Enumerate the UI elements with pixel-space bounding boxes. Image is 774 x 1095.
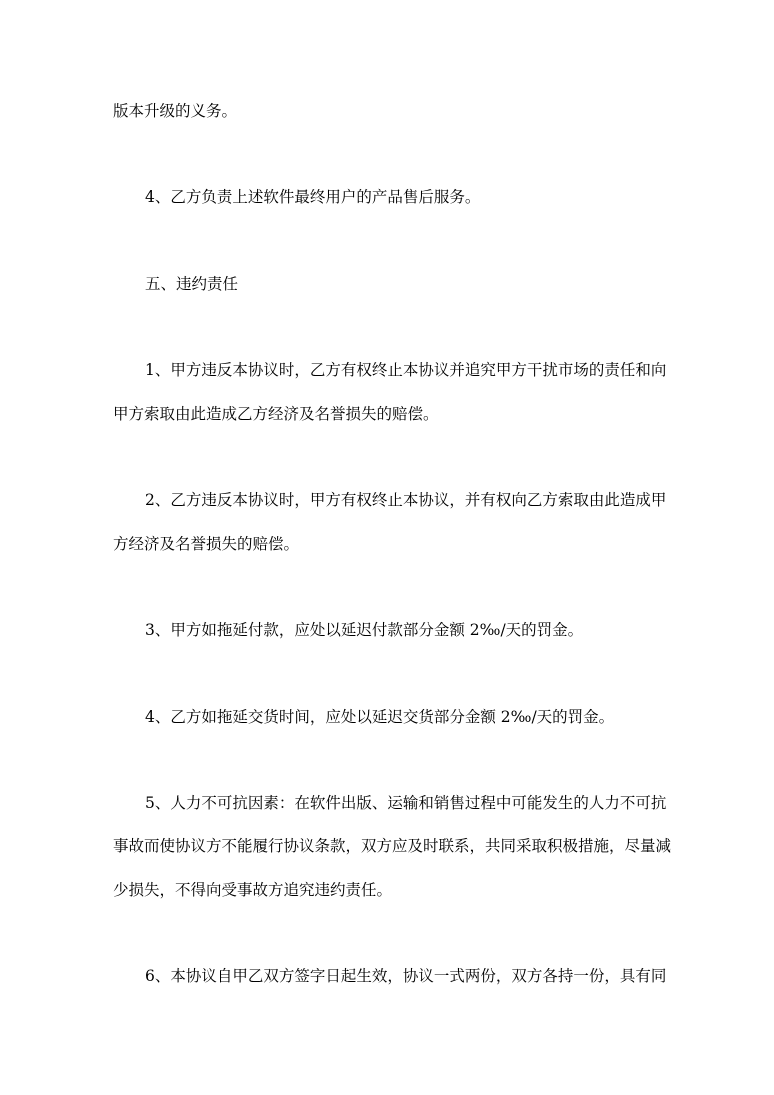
text-line-9: 4、乙方如拖延交货时间，应处以延迟交货部分金额 2‰/天的罚金。 (145, 708, 615, 726)
text-line-10: 5、人力不可抗因素：在软件出版、运输和销售过程中可能发生的人力不可抗 (145, 794, 667, 812)
text-line-2: 4、乙方负责上述软件最终用户的产品售后服务。 (145, 188, 481, 206)
section-heading: 五、违约责任 (145, 275, 239, 293)
text-line-6: 2、乙方违反本协议时，甲方有权终止本协议，并有权向乙方索取由此造成甲 (145, 491, 667, 509)
text-line-13: 6、本协议自甲乙双方签字日起生效，协议一式两份，双方各持一份，具有同 (145, 967, 667, 985)
text-line-12: 少损失，不得向受事故方追究违约责任。 (113, 881, 393, 899)
text-line-7: 方经济及名誉损失的赔偿。 (113, 535, 300, 553)
text-line-11: 事故而使协议方不能履行协议条款，双方应及时联系，共同采取积极措施，尽量减 (113, 837, 672, 855)
text-line-4: 1、甲方违反本协议时，乙方有权终止本协议并追究甲方干扰市场的责任和向 (145, 361, 667, 379)
text-line-8: 3、甲方如拖延付款，应处以延迟付款部分金额 2‰/天的罚金。 (145, 621, 584, 639)
text-line-5: 甲方索取由此造成乙方经济及名誉损失的赔偿。 (113, 405, 439, 423)
text-line-1: 版本升级的义务。 (113, 102, 238, 120)
